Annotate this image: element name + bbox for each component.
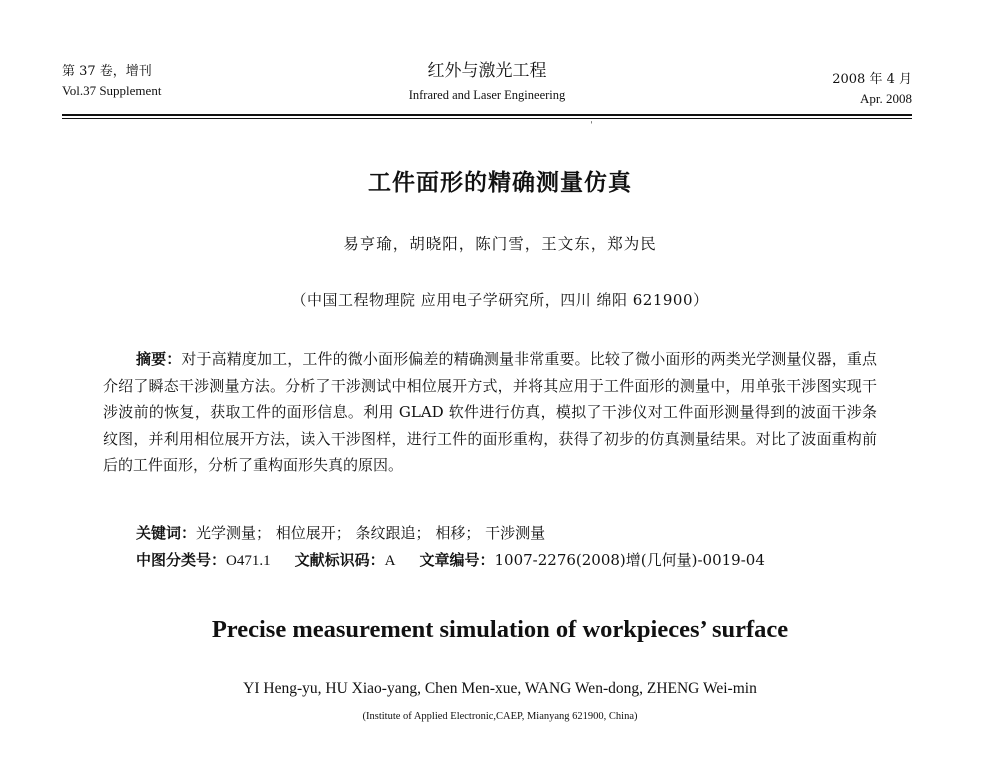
volume-en: Vol.37 Supplement xyxy=(62,83,162,98)
journal-name-cn: 红外与激光工程 xyxy=(427,61,547,81)
abstract xyxy=(103,346,877,479)
running-header xyxy=(62,62,912,114)
keywords-text: 光学测量； 相位展开； 条纹跟追； 相移； 干涉测量 xyxy=(196,524,546,542)
abstract-label: 摘要： xyxy=(136,350,182,368)
keywords-label: 关键词： xyxy=(136,524,197,542)
header-rule-thin xyxy=(62,118,912,119)
journal-name xyxy=(62,62,912,105)
journal-name-en: Infrared and Laser Engineering xyxy=(408,88,566,102)
affiliation-cn: （中国工程物理院 应用电子学研究所，四川 绵阳 621900） xyxy=(291,291,709,309)
header-rule-thick xyxy=(62,114,912,116)
issue-date-en: Apr. 2008 xyxy=(860,91,912,106)
issue-date xyxy=(832,70,912,108)
paper-title-en: Precise measurement simulation of workpieces’ surface xyxy=(211,616,789,643)
authors-cn: 易亨瑜，胡晓阳，陈门雪，王文东，郑为民 xyxy=(343,235,657,253)
article-number-value: 1007-2276(2008)增(几何量)-0019-04 xyxy=(494,551,765,569)
paper-title-cn: 工件面形的精确测量仿真 xyxy=(368,170,632,196)
keywords xyxy=(136,522,545,543)
abstract-text: 对于高精度加工，工件的微小面形偏差的精确测量非常重要。比较了微小面形的两类光学测量仪器，重点介绍了瞬态干涉测量方法。分析了干涉测试中相位展开方式，并将其应用于工件面形的测量中，用单张干涉图实现干涉波前的恢复，获取工件的面形信息。利用 GLAD 软件进行仿真，模拟了干涉仪对工件面形测量得到的波面干涉条纹图，并利用相位展开方法，读入干涉图样，进行工件的面形重构，获得了初步的仿真测量结果。对比了波面重构前后的工件面形，分析了重构面形失真的原因。 xyxy=(103,350,877,474)
scan-speck: ˈ xyxy=(590,121,593,132)
doc-code-value: A xyxy=(384,553,396,569)
article-number-label: 文章编号： xyxy=(419,551,495,569)
classification-line xyxy=(136,549,896,570)
issue-date-cn: 2008 年 4 月 xyxy=(832,72,912,87)
affiliation-en: (Institute of Applied Electronic,CAEP, Mianyang 621900, China) xyxy=(362,711,638,722)
clc-label: 中图分类号： xyxy=(136,551,227,569)
clc-value: O471.1 xyxy=(226,553,271,569)
volume-cn: 第 37 卷，增刊 xyxy=(62,64,152,79)
doc-code-label: 文献标识码： xyxy=(294,551,385,569)
authors-en: YI Heng-yu, HU Xiao-yang, Chen Men-xue, WANG Wen-dong, ZHENG Wei-min xyxy=(243,680,757,697)
